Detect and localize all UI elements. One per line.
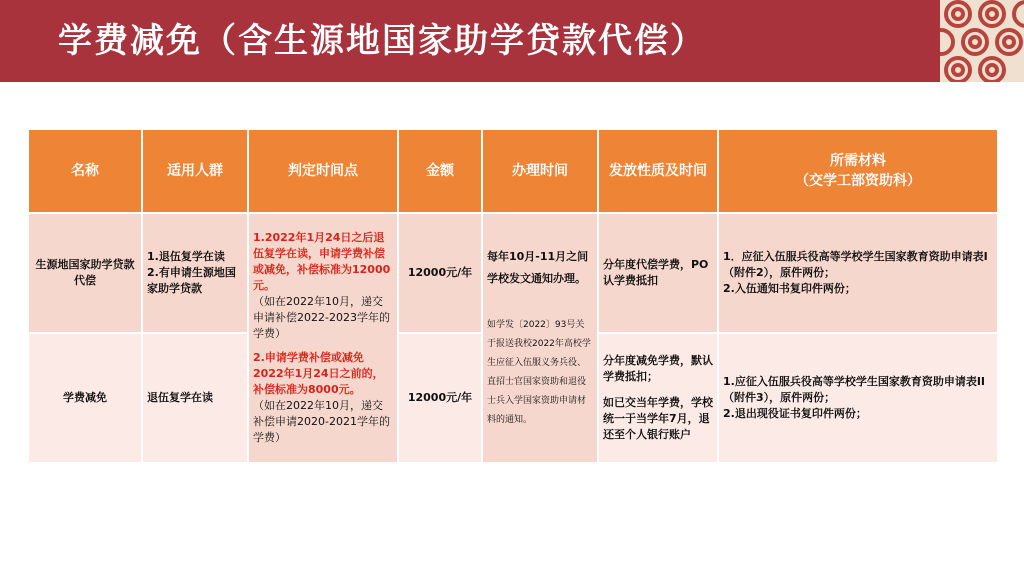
header-cutoff-date: 判定时间点 <box>249 130 397 212</box>
row1-group <box>143 214 247 332</box>
row2-payout-line2: 如已交当年学费，学校统一于当学年7月，退还至个人银行账户 <box>603 396 713 441</box>
row1-amount: 12000元/年 <box>399 214 481 332</box>
title-banner <box>0 0 1024 82</box>
header-applicable-group: 适用人群 <box>143 130 247 212</box>
table-row <box>29 214 997 332</box>
row2-materials-line1: 1.应征入伍服兵役高等学校学生国家教育资助申请表II（附件3），原件两份； <box>723 375 986 404</box>
row2-amount: 12000元/年 <box>399 334 481 462</box>
fee-reduction-table <box>27 128 999 464</box>
row1-materials-line2: 2.入伍通知书复印件两份； <box>723 282 856 295</box>
page-title: 学费减免（含生源地国家助学贷款代偿） <box>58 21 706 61</box>
header-required-materials <box>719 130 997 212</box>
row1-name: 生源地国家助学贷款代偿 <box>29 214 141 332</box>
row2-processing-notice: 如学发〔2022〕93号关于报送我校2022年高校学生应征入伍服义务兵役、直招士官国家资助和退役士兵入学国家资助申请材料的通知。 <box>487 320 591 425</box>
header-materials-title: 所需材料 <box>830 153 886 169</box>
row2-group: 退伍复学在读 <box>143 334 247 462</box>
row2-materials <box>719 334 997 462</box>
processing-time-cell <box>483 214 597 462</box>
table-header-row <box>29 130 997 212</box>
row2-materials-line2: 2.退出现役证书复印件两份； <box>723 407 867 420</box>
header-amount: 金额 <box>399 130 481 212</box>
header-payout-nature: 发放性质及时间 <box>599 130 717 212</box>
row1-payout-nature: 分年度代偿学费，PO认学费抵扣 <box>599 214 717 332</box>
row2-cutoff-example: （如在2022年10月，递交补偿申请2020-2021学年的学费） <box>253 399 390 444</box>
row1-materials <box>719 214 997 332</box>
decorative-pattern <box>940 0 1024 82</box>
cutoff-date-cell <box>249 214 397 462</box>
row1-materials-line1: 1．应征入伍服兵役高等学校学生国家教育资助申请表I（附件2），原件两份； <box>723 250 988 279</box>
row2-payout-line1: 分年度减免学费，默认学费抵扣； <box>603 354 713 383</box>
header-name: 名称 <box>29 130 141 212</box>
header-materials-note: （交学工部资助科） <box>795 173 921 189</box>
row1-processing-time: 每年10月-11月之间学校发文通知办理。 <box>487 250 589 285</box>
header-processing-time: 办理时间 <box>483 130 597 212</box>
row1-group-line2: 2.有申请生源地国家助学贷款 <box>147 266 236 295</box>
row1-group-line1: 1.退伍复学在读 <box>147 250 225 263</box>
row2-name: 学费减免 <box>29 334 141 462</box>
row2-cutoff-rule: 2.申请学费补偿或减免2022年1月24日之前的，补偿标准为8000元。 <box>253 351 384 396</box>
row1-cutoff-rule: 1.2022年1月24日之后退伍复学在读，申请学费补偿或减免，补偿标准为12000元。 <box>253 231 391 292</box>
row1-cutoff-example: （如在2022年10月，递交申请补偿2022-2023学年的学费） <box>253 295 390 340</box>
row2-payout-nature <box>599 334 717 462</box>
